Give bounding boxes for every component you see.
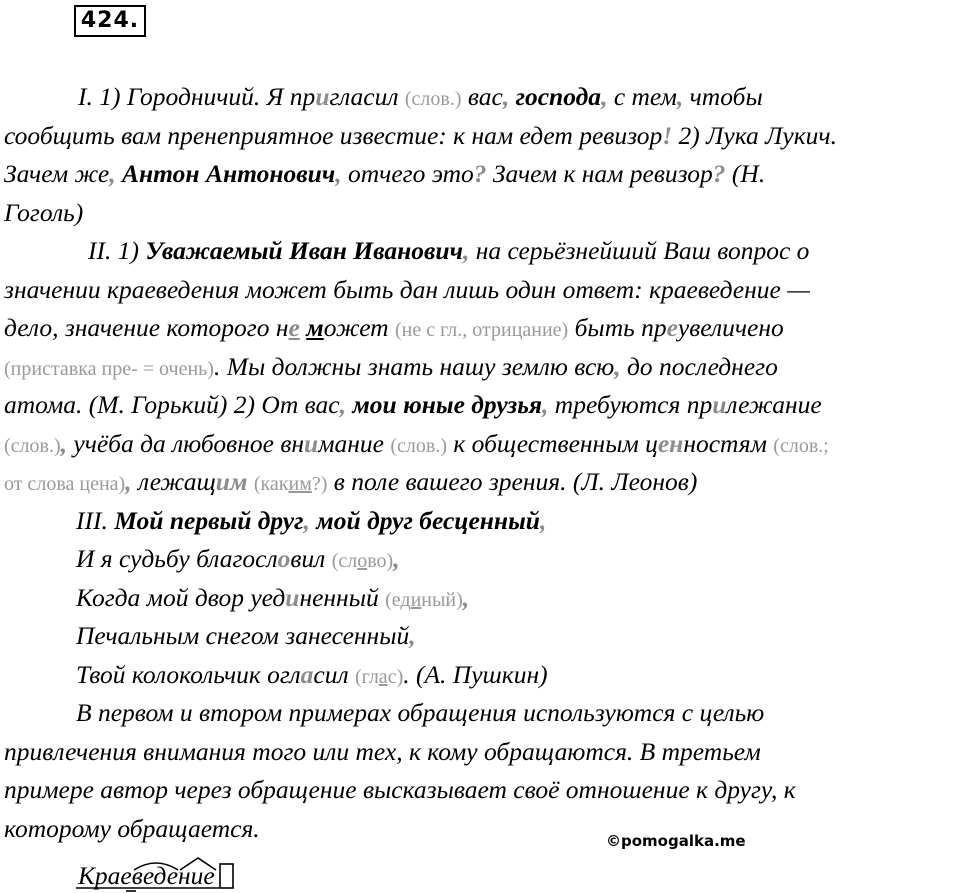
- text-fragment: ,: [676, 82, 684, 111]
- text-line: [4, 540, 944, 579]
- text-fragment: лежащ: [131, 467, 216, 496]
- text-fragment: ,: [393, 544, 400, 573]
- text-fragment: вас: [461, 82, 503, 111]
- text-fragment: и: [285, 582, 300, 612]
- text-fragment: дело, значение которого н: [4, 313, 289, 342]
- text-fragment: Твой колокольчик огл: [76, 659, 301, 689]
- text-line: [4, 502, 944, 541]
- text-fragment: I. 1) Городничий. Я пр: [78, 82, 316, 111]
- text-fragment: мание: [318, 428, 391, 458]
- text-fragment: Зачем к нам ревизор: [486, 159, 713, 188]
- text-fragment: !: [662, 120, 673, 150]
- text-fragment: и: [410, 588, 422, 611]
- answer-text: [4, 78, 944, 848]
- text-line: [4, 348, 944, 387]
- text-fragment: ,: [303, 505, 317, 535]
- text-fragment: и: [712, 390, 727, 419]
- text-fragment: (гл: [354, 665, 379, 688]
- text-fragment: увеличено: [677, 313, 784, 342]
- text-fragment: (слов.): [390, 434, 447, 457]
- text-fragment: учёба да любовное вн: [67, 428, 305, 458]
- text-fragment: Зачем же: [4, 159, 110, 188]
- text-fragment: ен: [657, 428, 684, 458]
- text-fragment: ненный: [299, 582, 386, 612]
- text-fragment: им: [215, 467, 248, 496]
- text-fragment: ,: [462, 236, 470, 265]
- text-line: [4, 425, 944, 464]
- morphemic-parse: [76, 848, 246, 893]
- text-fragment: о: [357, 550, 368, 572]
- text-fragment: в поле вашего зрения. (Л. Леонов): [327, 467, 698, 496]
- text-fragment: Уважаемый Иван Иванович: [145, 236, 463, 265]
- text-fragment: ожет: [323, 313, 395, 342]
- text-fragment: (Н.: [725, 159, 766, 188]
- text-fragment: лежание: [726, 390, 822, 419]
- text-fragment: требуются пр: [548, 390, 713, 419]
- text-fragment: а: [378, 665, 388, 688]
- text-fragment: до последнего: [620, 351, 778, 381]
- text-fragment: ,: [125, 467, 132, 496]
- copyright-label: ©pomogalka.me: [606, 832, 746, 850]
- text-fragment: ?: [473, 159, 487, 188]
- text-fragment: III.: [76, 505, 115, 535]
- text-fragment: а: [300, 659, 314, 689]
- text-fragment: е: [288, 313, 300, 342]
- text-line: [4, 194, 944, 233]
- text-fragment: привлечения внимания того или тех, к кому обращаются. В третьем: [4, 736, 761, 766]
- text-line: [4, 617, 944, 656]
- ending-box: [220, 864, 233, 888]
- text-line: [4, 232, 944, 271]
- text-fragment: ,: [601, 82, 608, 111]
- text-fragment: Гоголь): [4, 197, 84, 227]
- text-fragment: ,: [462, 582, 470, 612]
- text-fragment: которому обращается.: [4, 813, 260, 843]
- text-fragment: ,: [60, 428, 67, 458]
- text-fragment: отчего это: [341, 159, 474, 188]
- text-fragment: (сл: [331, 550, 358, 572]
- text-fragment: ,: [335, 159, 342, 188]
- text-fragment: . (А. Пушкин): [403, 659, 548, 689]
- text-fragment: им: [288, 473, 312, 495]
- text-line: [4, 117, 944, 156]
- text-fragment: (слов.): [404, 88, 462, 110]
- text-fragment: Когда мой двор уед: [76, 582, 286, 612]
- text-line: [4, 579, 944, 618]
- text-fragment: примере автор через обращение высказывает своё отношение к другу, к: [4, 775, 796, 804]
- text-fragment: вил: [290, 544, 332, 573]
- text-fragment: е: [666, 313, 678, 342]
- text-line: [4, 386, 944, 425]
- text-fragment: (слов.): [4, 434, 61, 457]
- text-fragment: м: [306, 313, 324, 342]
- text-line: [4, 771, 944, 810]
- text-fragment: (ед: [385, 588, 411, 611]
- text-fragment: Мой первый друг: [114, 505, 304, 535]
- text-fragment: В первом и втором примерах обращения используются с целью: [76, 698, 765, 727]
- text-fragment: быть пр: [568, 313, 667, 342]
- morph-word: Краеведение: [78, 861, 215, 890]
- text-line: [4, 309, 944, 348]
- text-fragment: ,: [542, 390, 549, 419]
- text-fragment: чтобы: [683, 82, 763, 111]
- text-fragment: (приставка пре- = очень): [4, 357, 214, 380]
- text-fragment: мой друг бесценный: [316, 505, 540, 535]
- text-fragment: (слов.;: [773, 434, 829, 457]
- text-fragment: атома. (М. Горький) 2) От вас: [4, 390, 340, 419]
- exercise-number: 424.: [74, 5, 146, 37]
- text-fragment: на серьёзнейший Ваш вопрос о: [469, 236, 810, 265]
- text-fragment: во): [367, 550, 394, 572]
- text-line: [4, 271, 944, 310]
- text-fragment: ,: [109, 159, 122, 188]
- text-fragment: мои юные друзья: [352, 390, 543, 419]
- text-fragment: II. 1): [88, 236, 146, 265]
- text-fragment: ?): [311, 473, 328, 495]
- text-fragment: ,: [409, 621, 416, 650]
- text-fragment: ,: [339, 390, 353, 419]
- text-fragment: с тем: [607, 82, 677, 111]
- text-fragment: (не с гл., отрицание): [394, 319, 569, 341]
- text-fragment: с): [387, 665, 404, 688]
- text-fragment: ,: [614, 351, 621, 381]
- text-fragment: и: [304, 428, 319, 458]
- text-fragment: ный): [421, 588, 463, 611]
- text-fragment: ?: [712, 159, 726, 188]
- text-line: [4, 155, 944, 194]
- text-line: [4, 656, 944, 695]
- text-fragment: 2) Лука Лукич.: [672, 120, 837, 150]
- text-fragment: значении краеведения может быть дан лишь один ответ: краеведение —: [4, 274, 810, 304]
- text-line: [4, 463, 944, 502]
- text-fragment: гласил: [329, 82, 405, 111]
- text-fragment: ,: [502, 82, 516, 111]
- text-fragment: от слова цена): [4, 473, 126, 495]
- text-fragment: . Мы должны знать нашу землю всю: [213, 351, 615, 381]
- text-fragment: ,: [539, 505, 547, 535]
- text-fragment: И я судьбу благосл: [76, 544, 278, 573]
- text-line: [4, 733, 944, 772]
- text-fragment: ностям: [683, 428, 774, 458]
- text-fragment: Антон Антонович: [122, 159, 336, 188]
- text-fragment: господа: [515, 82, 602, 111]
- text-fragment: и: [315, 82, 330, 111]
- text-fragment: к общественным ц: [446, 428, 658, 458]
- text-line: [4, 78, 944, 117]
- text-fragment: о: [277, 544, 291, 573]
- text-line: [4, 694, 944, 733]
- text-fragment: (как: [253, 473, 289, 495]
- text-fragment: Печальным снегом занесенный: [76, 621, 410, 650]
- text-fragment: сообщить вам пренеприятное известие: к нам едет ревизор: [4, 120, 663, 150]
- text-line: [4, 810, 944, 849]
- text-fragment: сил: [313, 659, 355, 689]
